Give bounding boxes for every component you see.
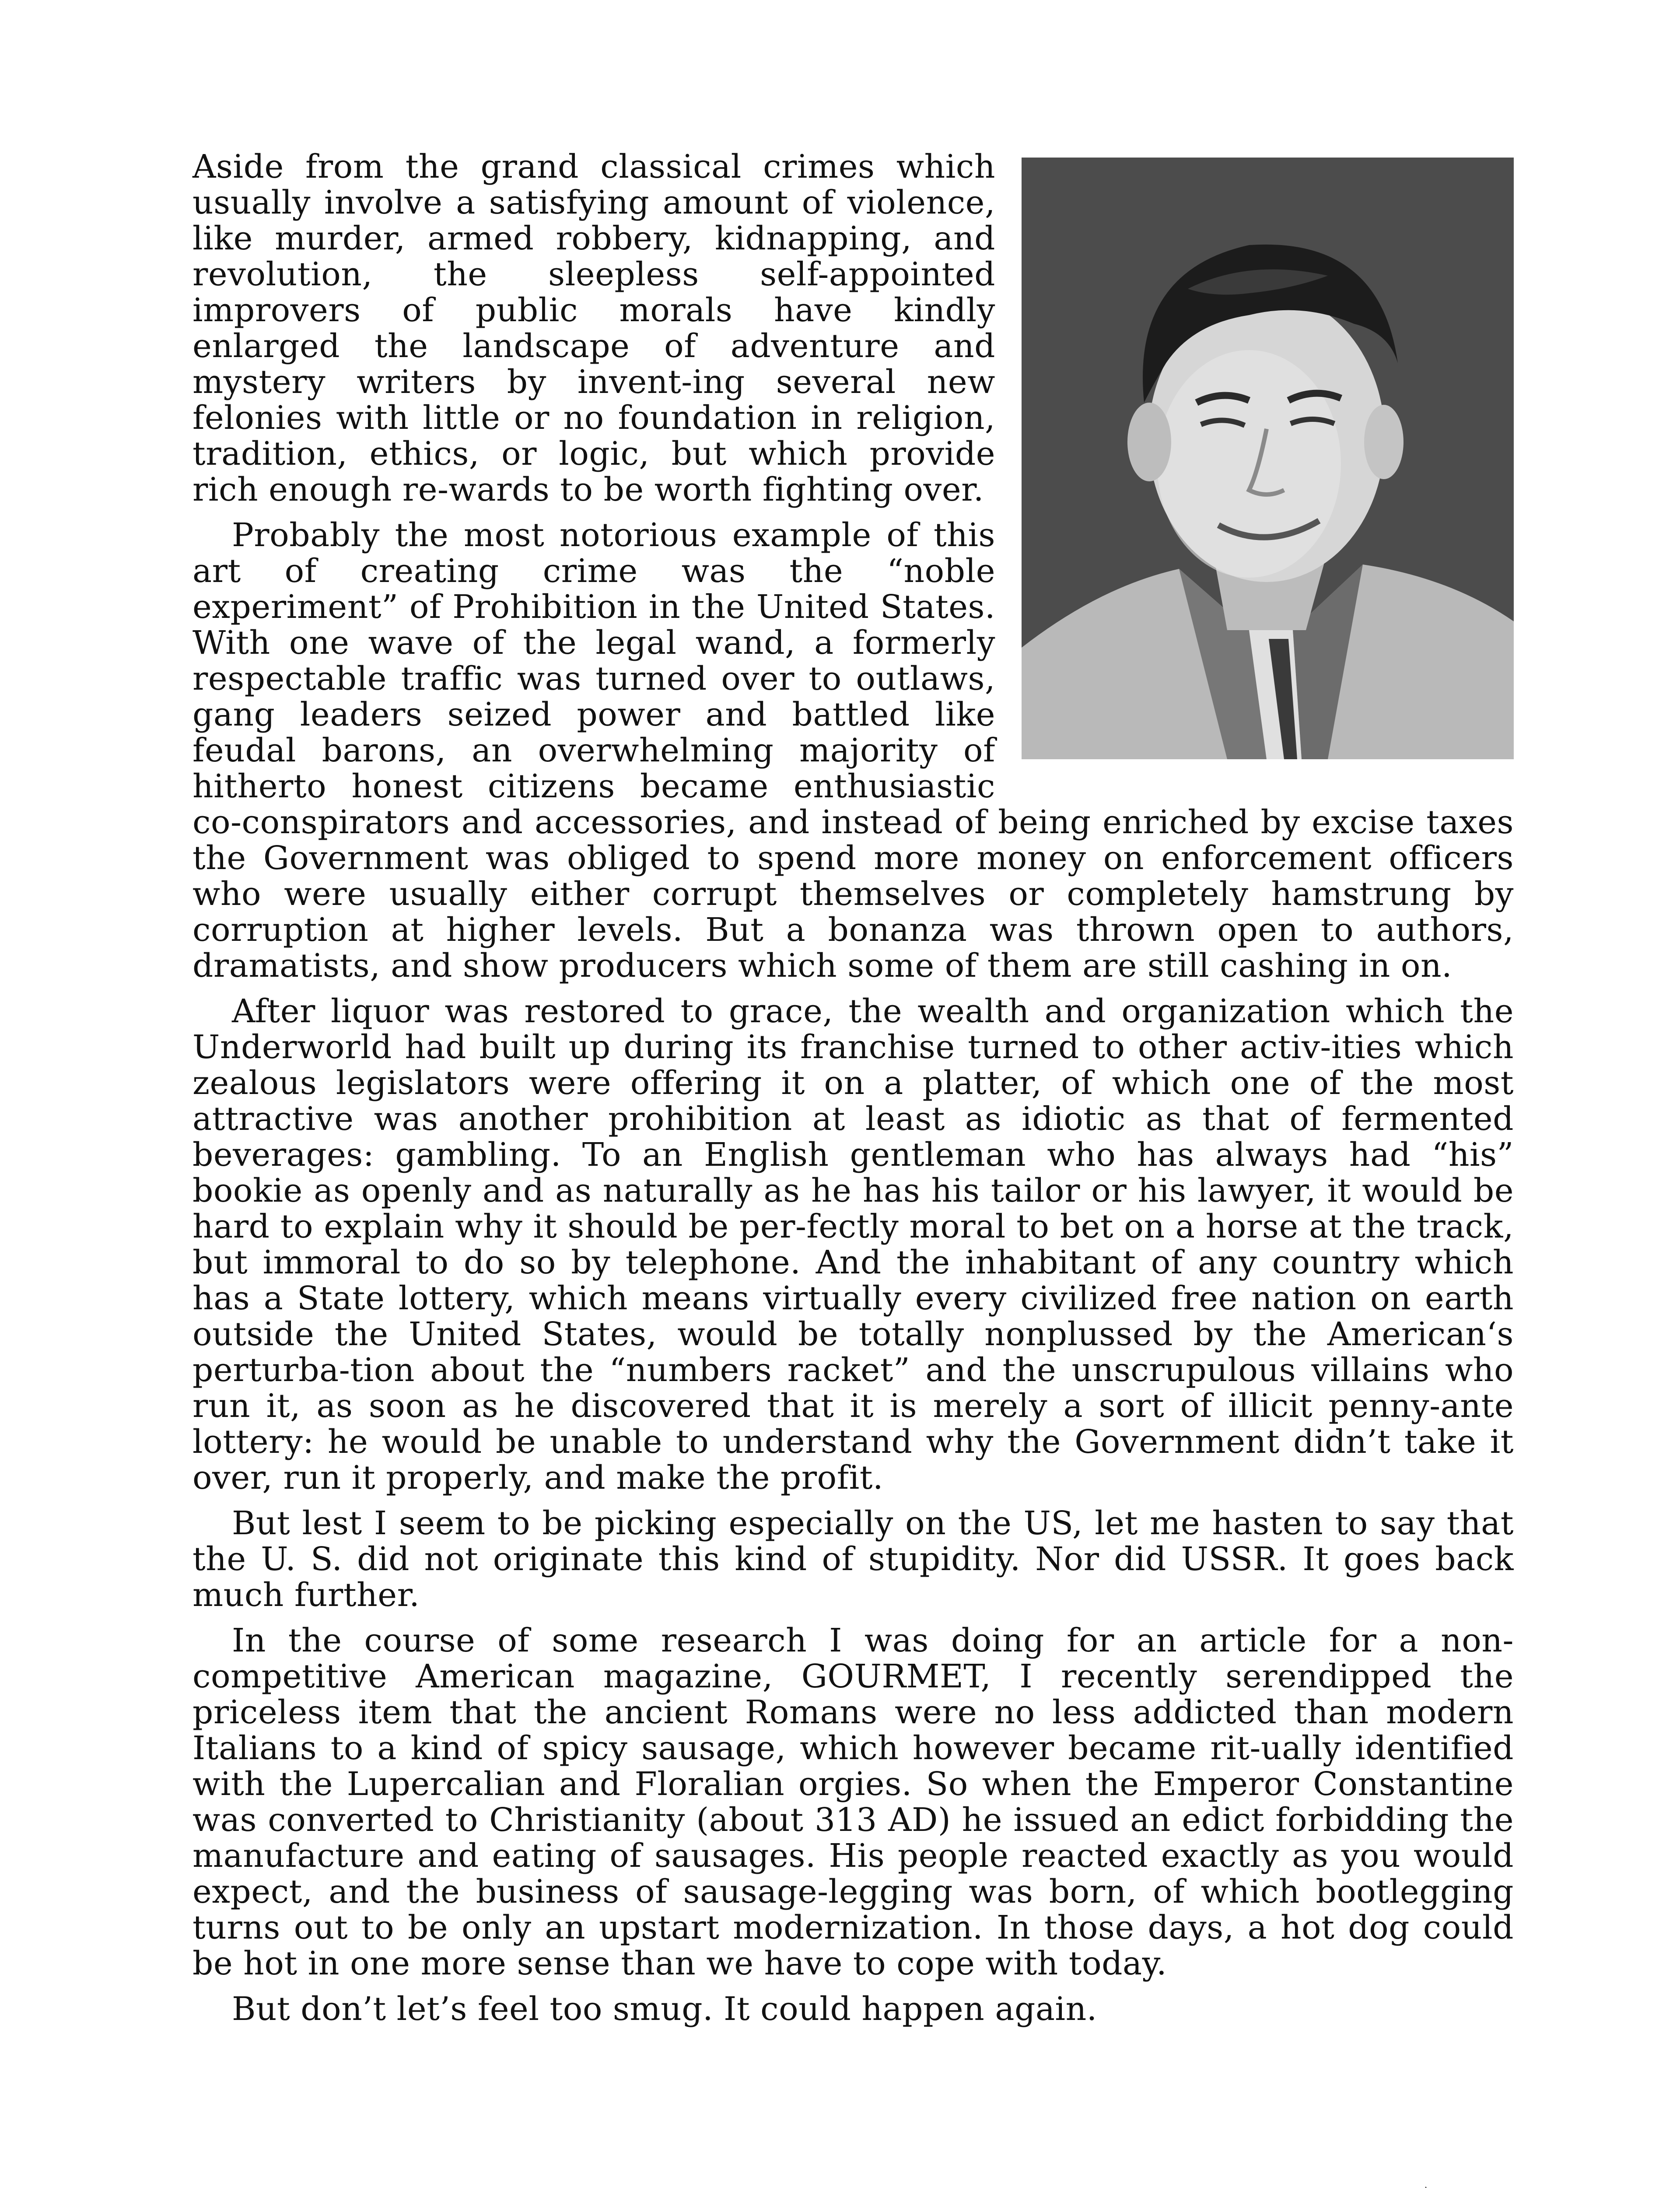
paragraph-2: Probably the most notorious example of this art of creating crime was the “noble experiment” of Prohibition in the United States. With one wave of the legal wand, a formerly respectable traffic was turned over to outlaws, gang leaders seized power and battled like feudal barons, an overwhelming majority of hitherto honest citizens became enthusiastic co-conspirators and accessories, and instead of being enriched by excise taxes the Government was obliged to spend more money on enforcement officers who were usually either corrupt themselves or completely hamstrung by corruption at higher levels. But a bonanza was thrown open to authors, dramatists, and show producers which some of them are still cashing in on.	[192, 516, 1514, 985]
portrait-illustration	[1022, 158, 1514, 759]
author-portrait-photo	[1022, 158, 1514, 759]
paragraph-3: After liquor was restored to grace, the wealth and organization which the Underworld had built up during its franchise turned to other activ-ities which zealous legislators were offering it on a platter, of which one of the most attractive was another prohibition at least as idiotic as that of fermented beverages: gambling. To an English gentleman who has always had “his” bookie as openly and as naturally as he has his tailor or his lawyer, it would be hard to explain why it should be per-fectly moral to bet on a horse at the track, but immoral to do so by telephone. And the inhabitant of any country which has a State lottery, which means virtually every civilized free nation on earth outside the United States, would be totally nonplussed by the American‘s perturba-tion about the “numbers racket” and the unscrupulous villains who run it, as soon as he discovered that it is merely a sort of illicit penny-ante lottery: he would be unable to understand why the Government didn’t take it over, run it properly, and make the profit.	[192, 992, 1514, 1497]
article-body	[192, 149, 1514, 2037]
paragraph-1: Aside from the grand classical crimes which usually involve a satisfying amount of violence, like murder, armed robbery, kidnapping, and revolution, the sleepless self-appointed improvers of public morals have kindly enlarged the landscape of adventure and mystery writers by invent-ing several new felonies with little or no foundation in religion, tradition, ethics, or logic, but which provide rich enough re-wards to be worth fighting over.	[192, 148, 995, 508]
author-signature	[1120, 2166, 1540, 2188]
paragraph-6: But don’t let’s feel too smug. It could happen again.	[232, 1990, 1097, 2028]
paragraph-5: In the course of some research I was doing for an article for a non-competitive American magazine, GOURMET, I recently serendipped the priceless item that the ancient Romans were no less addicted than modern Italians to a kind of spicy sausage, which however became rit-ually identified with the Lupercalian and Floralian orgies. So when the Emperor Constantine was converted to Christianity (about 313 AD) he issued an edict forbidding the manufacture and eating of sausages. His people reacted exactly as you would expect, and the business of sausage-legging was born, of which bootlegging turns out to be only an upstart modernization. In those days, a hot dog could be hot in one more sense than we have to cope with today.	[192, 1622, 1514, 1982]
paragraph-4: But lest I seem to be picking especially on the US, let me hasten to say that the U. S. did not originate this kind of stupidity. Nor did USSR. It goes back much further.	[192, 1504, 1514, 1614]
